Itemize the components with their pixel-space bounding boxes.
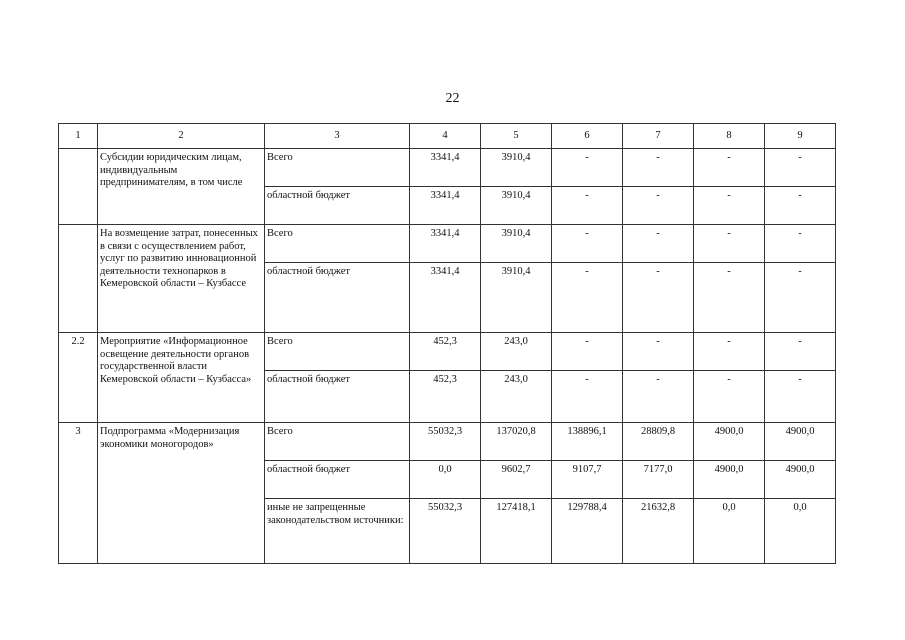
funding-source-cell: Всего	[265, 423, 410, 461]
amount-cell: 28809,8	[623, 423, 694, 461]
column-number-cell: 3	[265, 124, 410, 149]
amount-cell: 3341,4	[410, 149, 481, 187]
funding-source-cell: Всего	[265, 333, 410, 371]
row-number-cell	[59, 149, 98, 225]
amount-cell: -	[552, 333, 623, 371]
activity-name-cell: Мероприятие «Информационное освещение деятельности органов государственной власти Кемеровской области – Кузбасса»	[98, 333, 265, 423]
funding-source-cell: областной бюджет	[265, 187, 410, 225]
amount-cell: -	[552, 263, 623, 333]
table-row	[59, 149, 836, 187]
row-number-cell: 3	[59, 423, 98, 564]
page-number: 22	[445, 91, 460, 106]
activity-name-cell: На возмещение затрат, понесенных в связи с осуществлением работ, услуг по развитию инновационной деятельности технопарков в Кемеровской области – Кузбассе	[98, 225, 265, 333]
amount-cell: -	[694, 371, 765, 423]
amount-cell: -	[765, 187, 836, 225]
amount-cell: 9602,7	[481, 461, 552, 499]
amount-cell: -	[694, 149, 765, 187]
amount-cell: 0,0	[694, 499, 765, 564]
amount-cell: 55032,3	[410, 423, 481, 461]
funding-source-cell: Всего	[265, 149, 410, 187]
amount-cell: 452,3	[410, 371, 481, 423]
amount-cell: -	[623, 371, 694, 423]
column-number-cell: 2	[98, 124, 265, 149]
column-number-cell: 8	[694, 124, 765, 149]
amount-cell: -	[623, 187, 694, 225]
amount-cell: -	[623, 263, 694, 333]
amount-cell: 129788,4	[552, 499, 623, 564]
column-number-cell: 7	[623, 124, 694, 149]
amount-cell: -	[694, 333, 765, 371]
table-header-row	[59, 124, 836, 149]
funding-source-cell: областной бюджет	[265, 461, 410, 499]
amount-cell: -	[694, 263, 765, 333]
row-number-cell	[59, 225, 98, 333]
amount-cell: 137020,8	[481, 423, 552, 461]
activity-name-cell: Подпрограмма «Модернизация экономики моногородов»	[98, 423, 265, 564]
table-row	[59, 423, 836, 461]
amount-cell: 4900,0	[694, 423, 765, 461]
amount-cell: -	[765, 333, 836, 371]
amount-cell: 0,0	[410, 461, 481, 499]
amount-cell: 9107,7	[552, 461, 623, 499]
amount-cell: -	[552, 149, 623, 187]
amount-cell: 21632,8	[623, 499, 694, 564]
funding-source-cell: иные не запрещенные законодательством источники:	[265, 499, 410, 564]
amount-cell: 0,0	[765, 499, 836, 564]
budget-table	[58, 123, 836, 564]
amount-cell: -	[552, 371, 623, 423]
amount-cell: -	[765, 149, 836, 187]
amount-cell: -	[765, 371, 836, 423]
amount-cell: 4900,0	[765, 461, 836, 499]
funding-source-cell: областной бюджет	[265, 371, 410, 423]
amount-cell: 3910,4	[481, 149, 552, 187]
table-row	[59, 225, 836, 263]
column-number-cell: 5	[481, 124, 552, 149]
amount-cell: -	[765, 263, 836, 333]
amount-cell: 3910,4	[481, 263, 552, 333]
amount-cell: 243,0	[481, 333, 552, 371]
amount-cell: -	[552, 225, 623, 263]
amount-cell: 3910,4	[481, 225, 552, 263]
amount-cell: 243,0	[481, 371, 552, 423]
amount-cell: 127418,1	[481, 499, 552, 564]
amount-cell: -	[765, 225, 836, 263]
amount-cell: -	[623, 149, 694, 187]
column-number-cell: 6	[552, 124, 623, 149]
amount-cell: 7177,0	[623, 461, 694, 499]
activity-name-cell: Субсидии юридическим лицам, индивидуальным предпринимателям, в том числе	[98, 149, 265, 225]
amount-cell: -	[694, 187, 765, 225]
amount-cell: 55032,3	[410, 499, 481, 564]
table-row	[59, 333, 836, 371]
amount-cell: -	[694, 225, 765, 263]
amount-cell: 138896,1	[552, 423, 623, 461]
row-number-cell: 2.2	[59, 333, 98, 423]
amount-cell: 452,3	[410, 333, 481, 371]
funding-source-cell: Всего	[265, 225, 410, 263]
amount-cell: 3341,4	[410, 263, 481, 333]
amount-cell: -	[552, 187, 623, 225]
funding-source-cell: областной бюджет	[265, 263, 410, 333]
amount-cell: 4900,0	[765, 423, 836, 461]
amount-cell: 4900,0	[694, 461, 765, 499]
amount-cell: -	[623, 333, 694, 371]
amount-cell: 3341,4	[410, 187, 481, 225]
amount-cell: 3341,4	[410, 225, 481, 263]
column-number-cell: 9	[765, 124, 836, 149]
amount-cell: -	[623, 225, 694, 263]
column-number-cell: 1	[59, 124, 98, 149]
amount-cell: 3910,4	[481, 187, 552, 225]
column-number-cell: 4	[410, 124, 481, 149]
